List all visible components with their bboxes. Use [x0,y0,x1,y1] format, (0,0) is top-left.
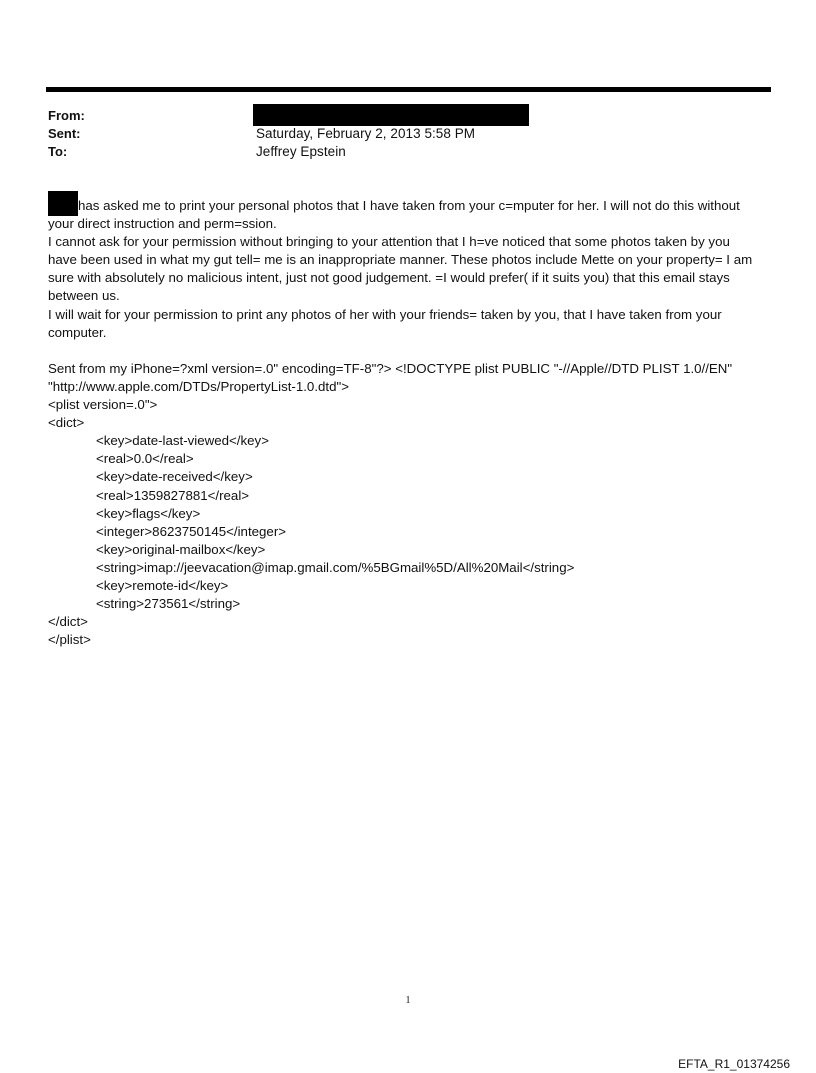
closing-line: </dict> [48,614,88,630]
sent-label: Sent: [48,126,81,141]
plist-line: <real>0.0</real> [96,451,194,467]
plist-line: <real>1359827881</real> [96,487,250,503]
document-id: EFTA_R1_01374256 [678,1057,790,1071]
plist-line: <key>original-mailbox</key> [96,541,266,557]
to-value: Jeffrey Epstein [256,144,346,159]
body-line: between us. [48,288,120,304]
plist-line: <key>date-received</key> [96,469,253,485]
closing-line: </plist> [48,632,91,648]
body-line: computer. [48,324,107,340]
signature-line: <dict> [48,415,85,431]
header-rule [46,87,771,92]
signature-line: "http://www.apple.com/DTDs/PropertyList-1.0.dtd"> [48,378,349,394]
sent-value: Saturday, February 2, 2013 5:58 PM [256,126,476,141]
body-line: have been used in what my gut tell= me is an inappropriate manner. These photos include Mette on your property= I am [48,252,753,268]
signature-line: Sent from my iPhone=?xml version=.0" encoding=TF-8"?> <!DOCTYPE plist PUBLIC "-//Apple//DTD PLIST 1.0//EN" [48,360,733,376]
plist-line: <integer>8623750145</integer> [96,523,287,539]
plist-line: <string>273561</string> [96,596,241,612]
redacted-from-field [253,104,529,126]
page-number: 1 [405,995,411,1006]
blank-line [48,342,776,360]
body-line: I cannot ask for your permission without bringing to your attention that I h=ve noticed that some photos taken by you [48,234,730,250]
body-line: I will wait for your permission to print any photos of her with your friends= taken by you, that I have taken from your [48,306,722,322]
body-line: sure with absolutely no malicious intent, just not good judgement. =I would prefer( if it suits you) that this email stays [48,270,730,286]
to-label: To: [48,144,68,159]
from-label: From: [48,108,85,123]
plist-line: <key>flags</key> [96,505,201,521]
plist-line: <key>remote-id</key> [96,577,229,593]
signature-line: <plist version=.0"> [48,397,158,413]
plist-line: <key>date-last-viewed</key> [96,433,269,449]
plist-line: <string>imap://jeevacation@imap.gmail.com/%5BGmail%5D/All%20Mail</string> [96,559,575,575]
body-line: has asked me to print your personal photos that I have taken from your c=mputer for her. I will not do this without [78,198,740,213]
body-line: your direct instruction and perm=ssion. [48,216,277,232]
email-body [48,197,776,649]
